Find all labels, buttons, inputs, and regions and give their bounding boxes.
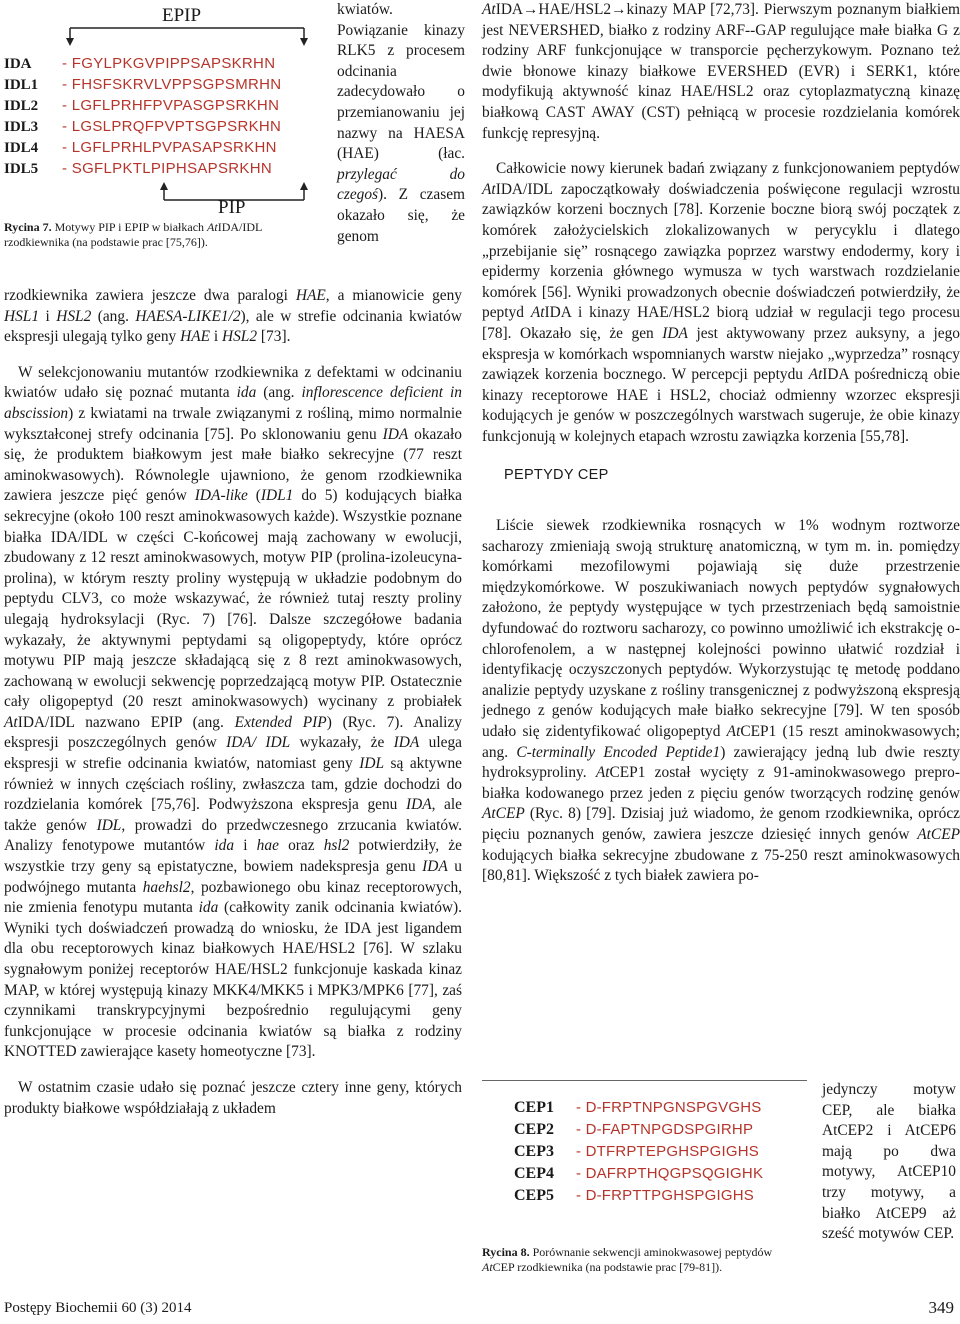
fig8-row: CEP5 - D-FRPTTPGHSPGIGHS bbox=[514, 1187, 754, 1204]
paragraph: Całkowicie nowy kierunek badań związany z funkcjonowaniem peptydów AtIDA/IDL zapoczątkowały doświadczenia poświęcone regulacji wzrostu zawiązków korzeni bocznych [78]. Korzenie boczne biorą swój początek z komórek założycielskich zlokalizowanych w perycyklu i dlatego „przebijanie się” rosnącego zawiązka poprzez warstwy endodermy, kory i epidermy korzenia głównego wymusza w tych warstwach rozdzielanie komórek [56]. Wyniki prowadzonych obecnie doświadczeń potwierdziły, że peptyd AtIDA i kinazy HAE/HSL2 biorą udział w regulacji tego procesu [78]. Okazało się, że gen IDA jest aktywowany przez auksyny, a jego ekspresja w komórkach wspomnianych warstw niejako „wyprzedza” rosnący zawiązek korzenia bocznego. W percepcji peptydu AtIDA pośredniczą obie kinazy receptorowe HAE i HSL2, chociaż odmienny wzorzec ekspresji kodujących je genów w poszczególnych warstwach sugeruje, że obie kinazy funkcjonują w kolejnych etapach wzrostu zawiązka korzenia [55,78]. bbox=[482, 160, 960, 445]
fig8-row: CEP1 - D-FRPTNPGNSPGVGHS bbox=[514, 1099, 762, 1116]
pip-label: PIP bbox=[218, 197, 246, 218]
wrap-text-fig8: jedynczy motyw CEP, ale białka AtCEP2 i AtCEP6 mają po dwa motywy, AtCEP10 trzy motywy, a białko AtCEP9 aż sześć motywów CEP. bbox=[822, 1081, 956, 1243]
paragraph: W selekcjonowaniu mutantów rzodkiewnika z defektami w odcinaniu kwiatów udało się poznać mutanta ida (ang. inflorescence deficient in abscission) z kwiatami na trwale związanymi z rośliną, mimo normalnie wykształconej strefy odcinania [75]. Po sklonowaniu genu IDA okazało się, że produktem białkowym jest małe białko sekrecyjne (77 reszt aminokwasowych). Równolegle ujawniono, że genom rzodkiewnika zawiera jeszcze pięć genów IDA-like (IDL1 do 5) kodujących białka sekrecyjne (około 100 reszt aminokwasowych każde). Wszystkie poznane białka IDA/IDL w części C-końcowej mają zachowany w ewolucji, zbudowany z 12 reszt aminokwasowych, motyw PIP (prolina-izoleucyna-prolina), w którym reszty proliny występują w układzie podobnym do peptydu CLV3, co może wskazywać, że również tutaj reszty proliny ulegają hydroksylacji (Ryc. 7) [76]. Dalsze szczegółowe badania wykazały, że aktywnymi peptydami są oligopeptydy, które oprócz motywu PIP mają jeszcze składającą się z 8 rezt aminokwasowych, zachowaną w ewolucji sekwencję poprzedzającą motyw PIP. Ostatecznie cały oligopeptyd (20 reszt aminokwasowych) wycinany z probiałek AtIDA/IDL nazwano EPIP (ang. Extended PIP) (Ryc. 7). Analizy ekspresji poszczególnych genów IDA/ IDL wykazały, że IDA ulega ekspresji w strefie odcinania kwiatów, natomiast geny IDL są aktywne również w innych częściach rośliny, zwłaszcza tam, gdzie dochodzi do rozdzielania komórek [75,76]. Podwyższona ekspresja genu IDA, ale także genów IDL, prowadzi do przedwczesnego zrzucania kwiatów. Analizy fenotypowe mutantów ida i hae oraz hsl2 potwierdziły, że wszystkie trzy geny są epistatyczne, bowiem nadekspresja genu IDA u podwójnego mutanta haehsl2, pozbawionego obu kinaz receptorowych, nie zmienia fenotypu mutanta ida (całkowity zanik odcinania kwiatów). Wyniki tych doświadczeń prowadzą do wniosku, że IDA jest ligandem dla obu receptorowych kinaz białkowych HAE/HSL2 [76]. W szlaku sygnałowym poniżej receptorów HAE/HSL2 funkcjonuje kaskada kinaz MAP, w której występują kinazy MKK4/MKK5 i MPK3/MPK6 [77], zaś czynnikami transkrypcyjnymi bezpośrednio regulującymi geny funkcjonujące w procesie odcinania kwiatów są białka z rodziny KNOTTED zawierające kasety homeotyczne [73]. bbox=[4, 363, 463, 1061]
fig7-row: IDL3 - LGSLPRQFPVPTSGPSRKHN bbox=[4, 118, 282, 135]
fig7-row: IDL4 - LGFLPRHLPVPASAPSRKHN bbox=[4, 139, 277, 156]
fig7-row: IDL1 - FHSFSKRVLVPPSGPSMRHN bbox=[4, 76, 282, 93]
page-number: 349 bbox=[928, 1298, 954, 1317]
right-column bbox=[482, 0, 960, 1274]
section-heading: PEPTYDY CEP bbox=[504, 467, 609, 484]
figure-rule bbox=[482, 1080, 807, 1081]
figure-8 bbox=[482, 1080, 807, 1275]
figure-7-caption: Rycina 7. Motywy PIP i EPIP w białkach AtIDA/IDL rzodkiewnika (na podstawie prac [75,76]). bbox=[4, 220, 262, 249]
paragraph: AtIDA→HAE/HSL2→kinazy MAP [72,73]. Pierwszym poznanym białkiem jest NEVERSHED, białko z rodziny ARF--GAP regulujące małe białka G z rodziny ARF funkcjonujące w transporcie pęcherzykowym. Poznano też dwie błonowe kinazy białkowe EVERSHED (EVR) i SERK1, które modyfikują aktywność kinaz HAE/HSL2 oraz cytoplazmatyczną kinazę białkową CAST AWAY (CST) pełniącą w procesie rozdzielania komórek funkcję represyjną. bbox=[482, 1, 960, 142]
epip-label: EPIP bbox=[162, 5, 202, 26]
paragraph: Liście siewek rzodkiewnika rosnących w 1% wodnym roztworze sacharozy zmieniają swoją strukturę anatomiczną, w tym m. in. pomiędzy komórkami mezofilowymi pojawiają się duże przestrzenie międzykomórkowe. W poszukiwaniach nowych peptydów sygnałowych założono, że peptydy występujące w tych przestrzeniach będą samoistnie dyfundować do roztworu sacharozy, co powinno umożliwić ich ekstrakcję o-chlorofenolem, a w następnej kolejności powinno ułatwić rozdział i identyfikację oczyszczonych peptydów. Wykorzystując tę metodę poddano analizie peptydy uzyskane z rośliny transgenicznej z podwyższoną ekspresją jednego z genów kodujących małe białko sekrecyjne [79]. W ten sposób udało się zidentyfikować oligopeptyd AtCEP1 (15 reszt aminokwasowych; ang. C-terminally Encoded Peptide1) zawierający jedną lub dwie reszty hydroksyproliny. AtCEP1 został wycięty z 91-aminokwasowego preprobiałka kodowanego przez jeden z pięciu genów tworzących rodzinę genów AtCEP (Ryc. 8) [79]. Dzisiaj już wiadomo, że genom rzodkiewnika, oprócz pięciu poznanych genów, zawiera jeszcze dziesięć innych genów AtCEP kodujących białka sekrecyjne zbudowane z 75-250 reszt aminokwasowych [80,81]. Większość z tych białek zawiera po- bbox=[482, 517, 960, 885]
fig8-row: CEP2 - D-FAPTNPGDSPGIRHP bbox=[514, 1121, 754, 1138]
figure-7 bbox=[4, 6, 326, 264]
left-column bbox=[4, 0, 465, 1119]
paragraph: rzodkiewnika zawiera jeszcze dwa paralogi HAE, a mianowicie geny HSL1 i HSL2 (ang. HAESA-LIKE1/2), ale w strefie odcinania kwiatów ekspresji ulegają tylko geny HAE i HSL2 [73]. bbox=[4, 287, 463, 346]
wrap-text-fig7: kwiatów. Powiązanie kinazy RLK5 z procesem odcinania zadecydowało o przemianowaniu jej nazwy na HAESA (HAE) (łac. przylegać do czegoś). Z czasem okazało się, że genom bbox=[337, 1, 465, 245]
fig7-row: IDL5 - SGFLPKTLPIPHSAPSRKHN bbox=[4, 160, 272, 177]
figure-8-caption: Rycina 8. Porównanie sekwencji aminokwasowej peptydów AtCEP rzodkiewnika (na podstawie prac [79-81]). bbox=[482, 1245, 773, 1274]
journal-footer: Postępy Biochemii 60 (3) 2014 bbox=[4, 1300, 192, 1316]
epip-bracket bbox=[4, 6, 326, 226]
fig8-row: CEP3 - DTFRPTEPGHSPGIGHS bbox=[514, 1143, 759, 1160]
paragraph: W ostatnim czasie udało się poznać jeszcze cztery inne geny, których produkty białkowe współdziałają z układem bbox=[4, 1078, 462, 1117]
fig7-row: IDL2 - LGFLPRHFPVPASGPSRKHN bbox=[4, 97, 280, 114]
fig8-row: CEP4 - DAFRPTHQGPSQGIGHK bbox=[514, 1165, 764, 1182]
fig7-row: IDA - FGYLPKGVPIPPSAPSKRHN bbox=[4, 55, 276, 72]
